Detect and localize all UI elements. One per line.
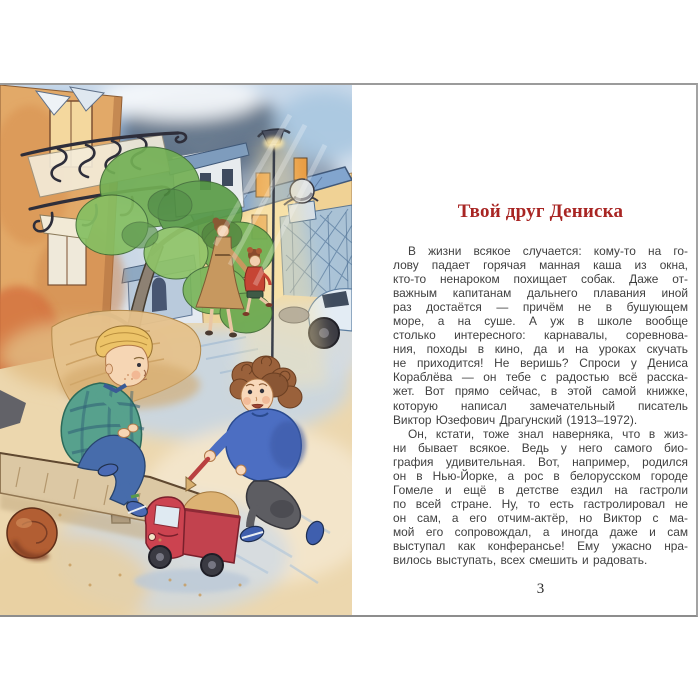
text-line: жет. Вот прямо сейчас, в этой самой книжке, <box>393 384 688 399</box>
body-text <box>393 244 688 567</box>
text-line: он в Нью-Йорке, а рос в белорусском городе <box>393 468 688 483</box>
text-line: он сам, а его отчим-актёр, но Виктор с ма- <box>393 510 688 525</box>
text-line: столько интересного: карнавалы, соревнова- <box>393 328 688 343</box>
text-line: по всей стране. Ну, то есть гастролировал не <box>393 496 688 511</box>
toy-truck <box>134 492 250 593</box>
book-spread <box>0 83 698 617</box>
text-line: которую написал замечательный писатель <box>393 398 688 413</box>
book-illustration <box>0 85 352 615</box>
text-line: графия удивительная. Вот, например, родился <box>393 454 688 469</box>
page-title: Твой друг Дениска <box>457 201 624 222</box>
text-line: не приходится! Не веришь? Спроси у Дениса <box>393 356 688 371</box>
text-line: кто-то ненароком похищает собак. Даже от- <box>393 272 688 287</box>
text-line: море, а на суше. А уж в школе вообще <box>393 314 688 329</box>
text-line: мой его сопровождал, а иногда даже и сам <box>393 524 688 539</box>
text-line: Кораблёва — он тебе с радостью всё расска- <box>393 370 688 385</box>
right-page <box>393 85 688 615</box>
windshield <box>154 505 180 528</box>
text-line: Виктор Юзефович Драгунский (1913–1972). <box>393 412 638 427</box>
text-line: важным капитанам дальнего плавания иной <box>393 286 688 301</box>
text-line: вилось выступать, всех смешить и радовать. <box>393 553 648 568</box>
ball <box>7 508 57 558</box>
text-line: выступал как конферансье! Ему ужасно нра- <box>393 538 688 553</box>
text-line: ни бывает всякое. Ведь у него самого био- <box>393 440 688 455</box>
page-number: 3 <box>536 581 545 597</box>
text-line: Он, кстати, тоже знал наверняка, что в жиз- <box>408 426 688 441</box>
text-line: раз достаётся — причём не в бушующем <box>393 300 688 315</box>
text-line: Гомеле и ещё в детстве ездил на гастроли <box>393 482 688 497</box>
paragraph <box>393 244 688 427</box>
text-line: ния, походы в кино, да и на уроках скучать <box>393 342 688 357</box>
text-line: лову падает горячая манная каша из окна, <box>393 258 688 273</box>
text-line: В жизни всякое случается: кому-то на го- <box>408 244 688 258</box>
paragraph <box>393 427 688 567</box>
